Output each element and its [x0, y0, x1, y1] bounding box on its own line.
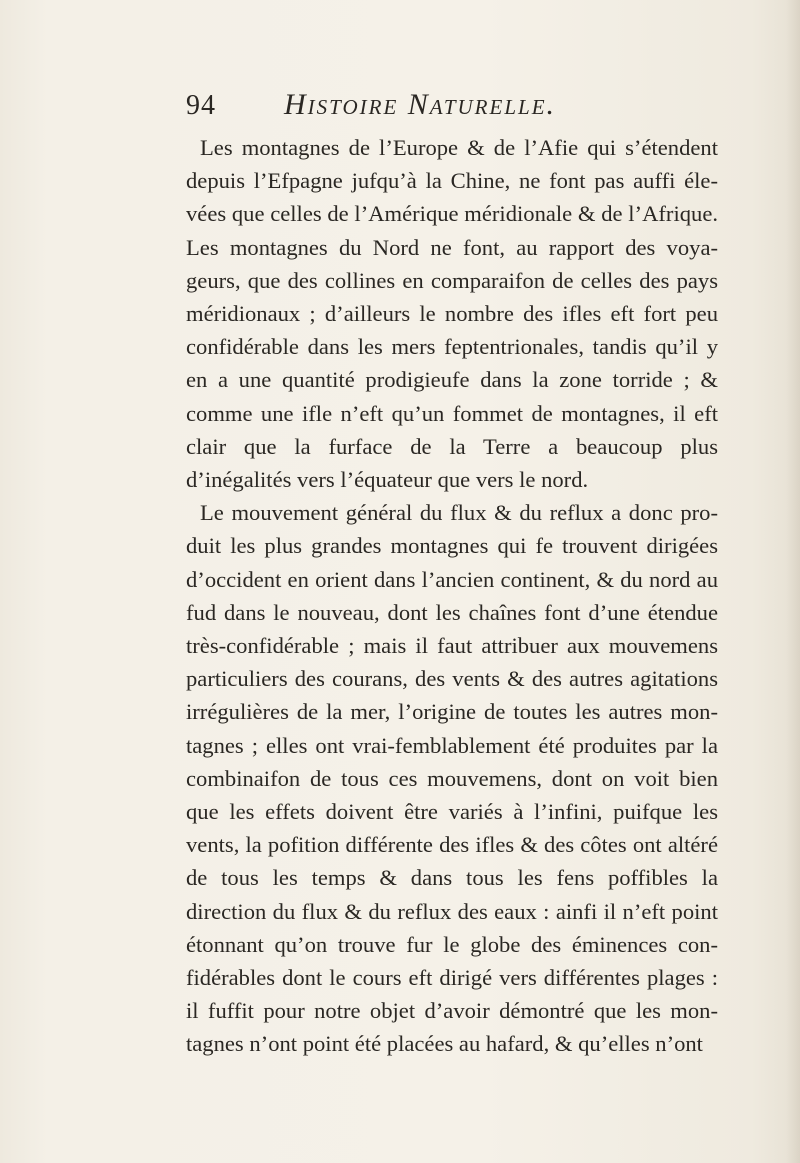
page-edge-shadow: [786, 0, 800, 1163]
paragraph: Les montagnes de l’Europe & de l’Afie qui s’étendent depuis l’Efpagne jufqu’à la Chine, ne font pas auffi éle-vées que celles de l’Amérique méridionale & de l’Afrique. Les montagnes du Nord ne font, au rapport des voya-geurs, que des collines en comparaifon de celles des pays méridionaux ; d’ailleurs le nombre des ifles eft fort peu confidérable dans les mers feptentrionales, tandis qu’il y en a une quantité prodigieufe dans la zone torride ; & comme une ifle n’eft qu’un fommet de montagnes, il eft clair que la furface de la Terre a beaucoup plus d’inégalités vers l’équateur que vers le nord.: [186, 135, 718, 493]
paragraph: Le mouvement général du flux & du reflux a donc pro-duit les plus grandes montagnes qui fe trouvent dirigées d’occident en orient dans l’ancien continent, & du nord au fud dans le nouveau, dont les chaînes font d’une étendue très-confidérable ; mais il faut attribuer aux mouvemens particuliers des courans, des vents & des autres agitations irrégulières de la mer, l’origine de toutes les autres mon-tagnes ; elles ont vrai-femblablement été produites par la combinaifon de tous ces mouvemens, dont on voit bien que les effets doivent être variés à l’infini, puifque les vents, la pofition différente des ifles & des côtes ont altéré de tous les temps & dans tous les fens poffibles la direction du flux & du reflux des eaux : ainfi il n’eft point étonnant qu’on trouve fur le globe des éminences con-fidérables dont le cours eft dirigé vers différentes plages : il fuffit pour notre objet d’avoir démontré que les mon-tagnes n’ont point été placées au hafard, & qu’elles n’ont: [186, 500, 718, 1057]
page-header-title: Histoire Naturelle.: [284, 88, 557, 121]
page-number: 94: [186, 90, 216, 121]
running-head: [186, 88, 726, 128]
body-text: [186, 131, 718, 1061]
